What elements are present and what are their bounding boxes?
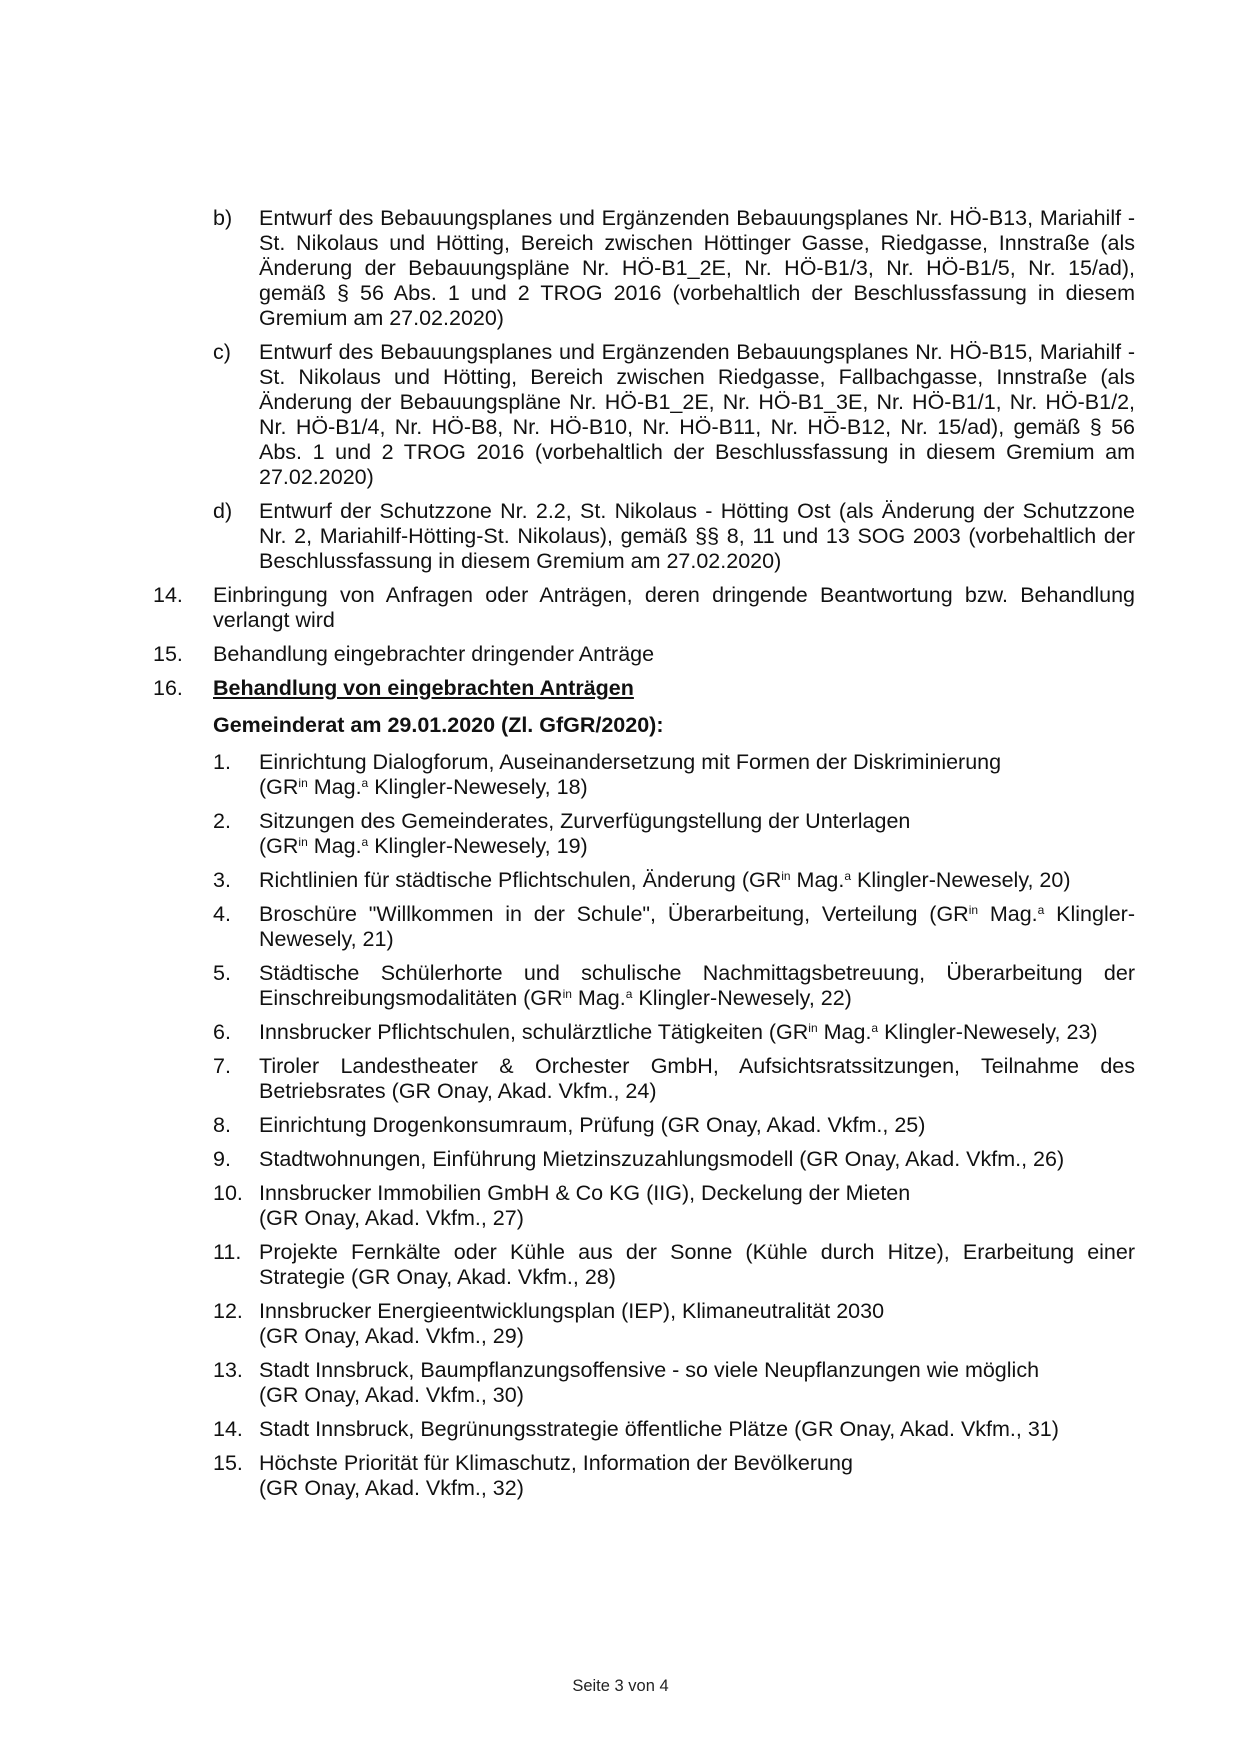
motion-item bbox=[0, 1358, 1241, 1408]
motion-title: Einrichtung Drogenkonsumraum, Prüfung bbox=[259, 1113, 655, 1137]
motion-title: Städtische Schülerhorte und schulische Nachmittagsbetreuung, Überarbeitung der Einschreibungsmodalitäten bbox=[259, 961, 1135, 1010]
motion-author: (GR Onay, Akad. Vkfm., 31) bbox=[794, 1417, 1059, 1441]
motion-number: 11. bbox=[213, 1240, 242, 1264]
motion-title: Einrichtung Dialogforum, Auseinandersetzung mit Formen der Diskriminierung bbox=[259, 750, 1002, 774]
motion-author: (GR Onay, Akad. Vkfm., 25) bbox=[660, 1113, 926, 1137]
agenda-item-number: 14. bbox=[153, 583, 183, 607]
motion-author: (GR Onay, Akad. Vkfm., 24) bbox=[391, 1079, 657, 1103]
motion-item bbox=[0, 1054, 1241, 1104]
motion-number: 15. bbox=[213, 1451, 243, 1475]
motion-title-with-author bbox=[259, 1054, 1135, 1104]
motion-number: 10. bbox=[213, 1181, 243, 1205]
motion-number: 14. bbox=[213, 1417, 243, 1441]
motion-title: Broschüre "Willkommen in der Schule", Überarbeitung, Verteilung bbox=[259, 902, 918, 926]
motion-number: 3. bbox=[213, 868, 231, 892]
motion-title: Richtlinien für städtische Pflichtschulen, Änderung bbox=[259, 868, 736, 892]
motion-title: Sitzungen des Gemeinderates, Zurverfügungstellung der Unterlagen bbox=[259, 809, 911, 833]
agenda-item-15 bbox=[0, 642, 1241, 667]
motion-number: 6. bbox=[213, 1020, 231, 1044]
motion-title-with-author: Richtlinien für städtische Pflichtschulen, Änderung ($GR^{in}$ Mag.$^a$ Klingler-Newesely, 20) bbox=[259, 868, 1071, 892]
agenda-page-content bbox=[0, 206, 1241, 1510]
motion-item bbox=[0, 1417, 1241, 1442]
page-footer: Seite 3 von 4 bbox=[572, 1677, 669, 1695]
motion-item bbox=[0, 1451, 1241, 1501]
motion-item bbox=[0, 1240, 1241, 1290]
motion-title-with-author bbox=[259, 1147, 1135, 1172]
sub-item-c bbox=[0, 340, 1241, 490]
sub-item-label: c) bbox=[213, 340, 231, 364]
sub-item-text: Entwurf des Bebauungsplanes und Ergänzenden Bebauungsplanes Nr. HÖ-B13, Mariahilf - St. Nikolaus und Hötting, Bereich zwischen Höttinger Gasse, Riedgasse, Innstraße (als Änderung der Bebauungspläne Nr. HÖ-B1_2E, Nr. HÖ-B1/3, Nr. HÖ-B1/5, Nr. 15/ad), gemäß § 56 Abs. 1 und 2 TROG 2016 (vorbehaltlich der Beschlussfassung in diesem Gremium am 27.02.2020) bbox=[259, 206, 1135, 330]
motion-item bbox=[0, 961, 1241, 1011]
agenda-item-number: 16. bbox=[153, 676, 183, 700]
motion-item bbox=[0, 902, 1241, 952]
section-heading: Behandlung von eingebrachten Anträgen bbox=[213, 676, 634, 700]
agenda-item-text: Einbringung von Anfragen oder Anträgen, deren dringende Beantwortung bzw. Behandlung verlangt wird bbox=[213, 583, 1135, 632]
agenda-item-number: 15. bbox=[153, 642, 183, 666]
motion-item: 1. Einrichtung Dialogforum, Auseinandersetzung mit Formen der Diskriminierung ($GR^{in}$ Mag.$^a$ Klingler-Newesely, 18) bbox=[0, 750, 1241, 800]
motion-title-with-author: Broschüre "Willkommen in der Schule", Überarbeitung, Verteilung ($GR^{in}$ Mag.$^a$ Klingler-Newesely, 21) bbox=[259, 902, 1136, 951]
agenda-item-16 bbox=[0, 676, 1241, 701]
motion-number: 13. bbox=[213, 1358, 243, 1382]
sub-item-d bbox=[0, 499, 1241, 574]
motion-item bbox=[0, 1113, 1241, 1138]
motion-title: Innsbrucker Energieentwicklungsplan (IEP), Klimaneutralität 2030 bbox=[259, 1299, 885, 1323]
motion-number: 9. bbox=[213, 1147, 231, 1171]
motion-title: Stadtwohnungen, Einführung Mietzinszuzahlungsmodell bbox=[259, 1147, 794, 1171]
sub-item-label: b) bbox=[213, 206, 233, 230]
motion-number: 4. bbox=[213, 902, 231, 926]
motion-item bbox=[0, 1020, 1241, 1045]
motion-item bbox=[0, 1299, 1241, 1349]
agenda-item-text: Behandlung eingebrachter dringender Anträge bbox=[213, 642, 655, 666]
sub-item-text: Entwurf des Bebauungsplanes und Ergänzenden Bebauungsplanes Nr. HÖ-B15, Mariahilf - St. Nikolaus und Hötting, Bereich zwischen Riedgasse, Fallbachgasse, Innstraße (als Änderung der Bebauungspläne Nr. HÖ-B1_2E, Nr. HÖ-B1_3E, Nr. HÖ-B1/1, Nr. HÖ-B1/2, Nr. HÖ-B1/4, Nr. HÖ-B8, Nr. HÖ-B10, Nr. HÖ-B11, Nr. HÖ-B12, Nr. 15/ad), gemäß § 56 Abs. 1 und 2 TROG 2016 (vorbehaltlich der Beschlussfassung in diesem Gremium am 27.02.2020) bbox=[259, 340, 1135, 489]
motion-number: 7. bbox=[213, 1054, 231, 1078]
motion-number: 8. bbox=[213, 1113, 231, 1137]
motion-title-with-author bbox=[259, 1113, 1135, 1138]
sub-item-text: Entwurf der Schutzzone Nr. 2.2, St. Nikolaus - Hötting Ost (als Änderung der Schutzzone Nr. 2, Mariahilf-Hötting-St. Nikolaus), gemäß §§ 8, 11 und 13 SOG 2003 (vorbehaltlich der Beschlussfassung in diesem Gremium am 27.02.2020) bbox=[259, 499, 1135, 573]
motion-author: (GR Onay, Akad. Vkfm., 32) bbox=[259, 1476, 524, 1500]
motion-title: Tiroler Landestheater & Orchester GmbH, Aufsichtsratssitzungen, Teilnahme des Betriebsrates bbox=[259, 1054, 1135, 1103]
motion-item: 2. Sitzungen des Gemeinderates, Zurverfügungstellung der Unterlagen ($GR^{in}$ Mag.$^a$ Klingler-Newesely, 19) bbox=[0, 809, 1241, 859]
motion-item bbox=[0, 1147, 1241, 1172]
sub-item-b bbox=[0, 206, 1241, 331]
motion-title: Stadt Innsbruck, Baumpflanzungsoffensive - so viele Neupflanzungen wie möglich bbox=[259, 1358, 1040, 1382]
motion-title: Innsbrucker Immobilien GmbH & Co KG (IIG), Deckelung der Mieten bbox=[259, 1181, 911, 1205]
motion-title-with-author: Innsbrucker Pflichtschulen, schulärztliche Tätigkeiten ($GR^{in}$ Mag.$^a$ Klingler-Newesely, 23) bbox=[259, 1020, 1098, 1044]
motion-title: Stadt Innsbruck, Begrünungsstrategie öffentliche Plätze bbox=[259, 1417, 789, 1441]
motion-author: (GR Onay, Akad. Vkfm., 29) bbox=[259, 1324, 524, 1348]
motion-number: 5. bbox=[213, 961, 231, 985]
motion-item bbox=[0, 868, 1241, 893]
motion-title: Innsbrucker Pflichtschulen, schulärztliche Tätigkeiten bbox=[259, 1020, 763, 1044]
motion-title: Projekte Fernkälte oder Kühle aus der Sonne (Kühle durch Hitze), Erarbeitung einer Strategie bbox=[259, 1240, 1135, 1289]
motion-number: 2. bbox=[213, 809, 231, 833]
motion-author: (GR Onay, Akad. Vkfm., 27) bbox=[259, 1206, 524, 1230]
motion-author: (GR Onay, Akad. Vkfm., 28) bbox=[351, 1265, 616, 1289]
motion-number: 12. bbox=[213, 1299, 243, 1323]
motion-author: (GR Onay, Akad. Vkfm., 30) bbox=[259, 1383, 524, 1407]
motion-author: (GR Onay, Akad. Vkfm., 26) bbox=[799, 1147, 1065, 1171]
sub-item-label: d) bbox=[213, 499, 233, 523]
motion-title: Höchste Priorität für Klimaschutz, Information der Bevölkerung bbox=[259, 1451, 853, 1475]
motion-title-with-author bbox=[259, 1240, 1135, 1290]
motion-title-with-author bbox=[259, 1417, 1135, 1442]
motion-title-with-author: Städtische Schülerhorte und schulische Nachmittagsbetreuung, Überarbeitung der Einschreibungsmodalitäten ($GR^{in}$ Mag.$^a$ Klingler-Newesely, 22) bbox=[259, 961, 1135, 1010]
motion-item bbox=[0, 1181, 1241, 1231]
session-subheading: Gemeinderat am 29.01.2020 (Zl. GfGR/2020): bbox=[213, 713, 664, 737]
motion-number: 1. bbox=[213, 750, 231, 774]
agenda-item-14 bbox=[0, 583, 1241, 633]
